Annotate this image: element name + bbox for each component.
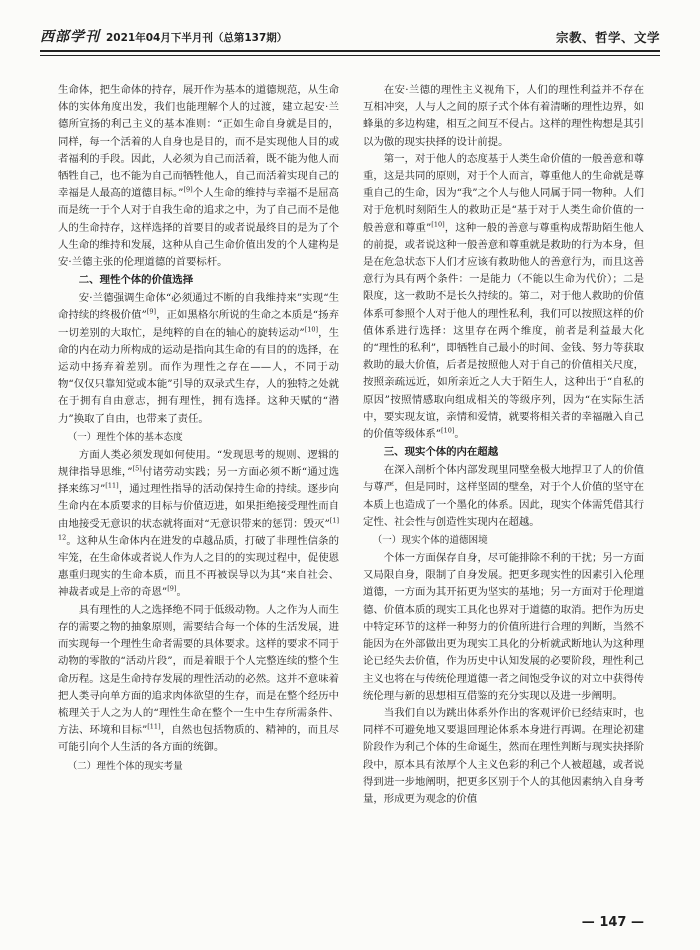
- section-title: 宗教、哲学、文学: [555, 30, 660, 45]
- section-heading: 三、现实个体的内在超越: [383, 446, 499, 459]
- citation: [10]: [441, 426, 455, 435]
- subsection-heading: （一）现实个体的道德困境: [372, 535, 488, 547]
- citation: [9]: [183, 185, 193, 194]
- header-left: [40, 26, 287, 46]
- citation: [10]: [304, 325, 319, 334]
- citation: [10]: [431, 220, 445, 229]
- paragraph: 在安·兰德的理性主义视角下，人们的理性利益并不存在互相冲突，人与人之间的原子式个体有着清晰的理性边界，如蜂巢的多边构建，相互之间互不侵占。这样的理性构想是其引以为傲的现实抉择的设计前提。: [363, 84, 644, 148]
- citation: [5]: [132, 464, 142, 473]
- paragraph: 方面人类必须发现如何使用。“发现思考的规则、逻辑的规律指导思维，”[5]付诸劳动实践；另一方面必须不断“通过选择来练习”[11]，通过理性指导的活动保持生命的持续。逐步向生命内在本质要求的目标与价值迈进，如果拒绝接受理性而自由地接受无意识的状态就将面对“无意识带来的惩罚：毁灭”$^{[1]12}$。这种从生命体内在进发的卓越品质，打破了非理性信条的牢笼，在生命体或者说人作为人之目的的实现过程中，促使恩惠重归现实的生命本质，而且不再被误导以为其“来自社会、神裁者或是上帝的奇恩”[9]。: [58, 448, 339, 599]
- section-heading: 二、理性个体的价值选择: [78, 274, 194, 287]
- paragraph: 具有理性的人之选择绝不同于低级动物。人之作为人而生存的需要之物的抽象原则，需要结合每一个体的生活发展，进而实现每一个理性生命者需要的具体要求。这样的要求不同于动物的零散的“活动片段”，而是着眼于个人完整连续的整个生命历程。这是生命持存发展的理性活动的必然。这并不意味着把人类寻向单方面的追求肉体欲望的生存，而是在整个经历中梳理关于人之为人的“理性生命在整个一生中生存所需条件、方法、环境和目标”[11]，自然也包括物质的、精神的，而且尽可能引向个人生活的各方面的统御。: [58, 603, 339, 754]
- paragraph: 生命体，把生命体的持存，展开作为基本的道德规范，从生命体的实体角度出发，我们也能理解个人的过渡，建立起安·兰德所宣扬的利己主义的基本准则：“正如生命自身就是目的，同样，每一个活着的人自身也是目的，而不是实现他人目的或者福利的手段。因此，人必须为自己而活着，既不能为他人而牺牲自己，也不能为自己而牺牲他人，自己而活着实现自己的幸福是人最高的道德目标。”[9]个人生命的维持与幸福不是屈高而是统一于个人对于自我生命的追求之中，为了自己而不是他人的生命持存，这样选择的首要目的或者说最终目的是为了个人生命的维持和发展，这种从自己生命价值出发的个人建构是安·兰德主张的伦理道德的首要标杆。: [58, 84, 339, 269]
- subsection-heading: （一）理性个体的基本态度: [67, 431, 183, 443]
- citation: [1]12: [58, 516, 339, 542]
- issue-info: 2021年04月下半月刊（总第137期）: [106, 32, 288, 44]
- left-column: [58, 82, 339, 908]
- header-rule-thin: [40, 55, 660, 56]
- body-columns: [58, 82, 644, 908]
- citation: [11]: [147, 722, 161, 731]
- citation: [9]: [167, 585, 177, 594]
- citation: [11]: [105, 481, 119, 490]
- right-column: [363, 82, 644, 908]
- paragraph: 当我们自以为跳出体系外作出的客观评价已经结束时，也同样不可避免地又要退回理论体系本身进行再调。在理论初建阶段作为利己个体的生命诞生，然而在理性判断与现实抉择阶段中，原本具有浓厚个人主义色彩的利己个人被超越，或者说得到进一步地阐明，把更多区别于个人的其他因素纳入自身考量，形成更为观念的价值: [363, 706, 644, 805]
- running-header: [40, 12, 660, 46]
- paragraph: 个体一方面保存自身，尽可能排除不利的干扰；另一方面又局限自身，限制了自身发展。把更多现实性的因素引入伦理道德，一方面为其开拓更为坚实的基地；另一方面对于伦理道德、价值本质的现实工具化也界对于道德的取消。把作为历史中特定环节的这样一种努力的价值所进行合理的判断，当然不能因为在外部做出更为现实工具化的分析就武断地认为这种理论已经失去价值，作为历史中认知发展的必要阶段，理性利己主义也将在与传统伦理道德一者之间饱受争议的对立中获得传统伦理与新的思想相互借鉴的充分实现以及进一步阐明。: [363, 552, 644, 702]
- header-rule-thick: [40, 50, 660, 52]
- citation: [9]: [146, 307, 157, 316]
- page-number: — 147 —: [581, 915, 644, 930]
- paragraph: 第一，对于他人的态度基于人类生命价值的一般善意和尊重，这是共同的原则，对于个人而言，尊重他人的生命就是尊重自己的生命，因为“我”之个人与他人同属于同一物种。人们对于危机时刻陌生人的救助正是“基于对于人类生命价值的一般善意和尊重”[10]，这种一般的善意与尊重构成帮助陌生他人的前提，或者说这种一般善意和尊重就是救助的行为本身，但是在危急状态下人们才应该有救助他人的善意行为，而且这善意行为具有两个条件：一是能力（不能以生命为代价）；二是限度，这一救助不是长久持续的。第二，对于他人救助的价值体系可参照个人对于他人的理性私利，我们可以按照这样的价值体系进行选择：这里存在两个维度，前者是利益最大化的“理性的私利”，即牺牲自己最小的时间、金钱、努力等获取救助的最大价值，后者是按照他人对于自己的价值相关尺度，按照亲疏远近，如所亲近之人大于陌生人，这种出于“自私的原因”按照情感取向组成相关的等级序列，因为“在实际生活中，要实现友谊，亲情和爱情，就要将相关者的幸福融入自己的价值等级体系”[10]。: [363, 152, 644, 441]
- paragraph: 在深入剖析个体内部发现里同壁垒极大地捍卫了人的价值与尊严，但是同时，这样坚固的壁垒，对于个人价值的坚守在本质上也造成了一个墨化的体系。因此，现实个体需凭借其行定性、社会性与创造性实现内在超越。: [363, 464, 644, 528]
- journal-logo: 西部学刊: [40, 29, 100, 45]
- paragraph: 安·兰德强调生命体“必须通过不断的自我维持来”实现“生命持续的终极价值”[9]，正如黑格尔所说的生命之本质是“扬弃一切差别的大取忙，是纯粹的自在的轴心的旋转运动”[10]，生命的内在动力所构成的运动是指向其生命的有目的的选择，在运动中扬弃着差别。而作为理性之存在——人，不同于动物“仅仅只靠知觉或本能”引导的双录式生存，人的独特之处就在于拥有自由意志，拥有理性，拥有选择。这种天赋的“潜力”换取了自由，也带来了责任。: [58, 292, 339, 425]
- subsection-heading: （二）理性个体的现实考量: [67, 760, 183, 772]
